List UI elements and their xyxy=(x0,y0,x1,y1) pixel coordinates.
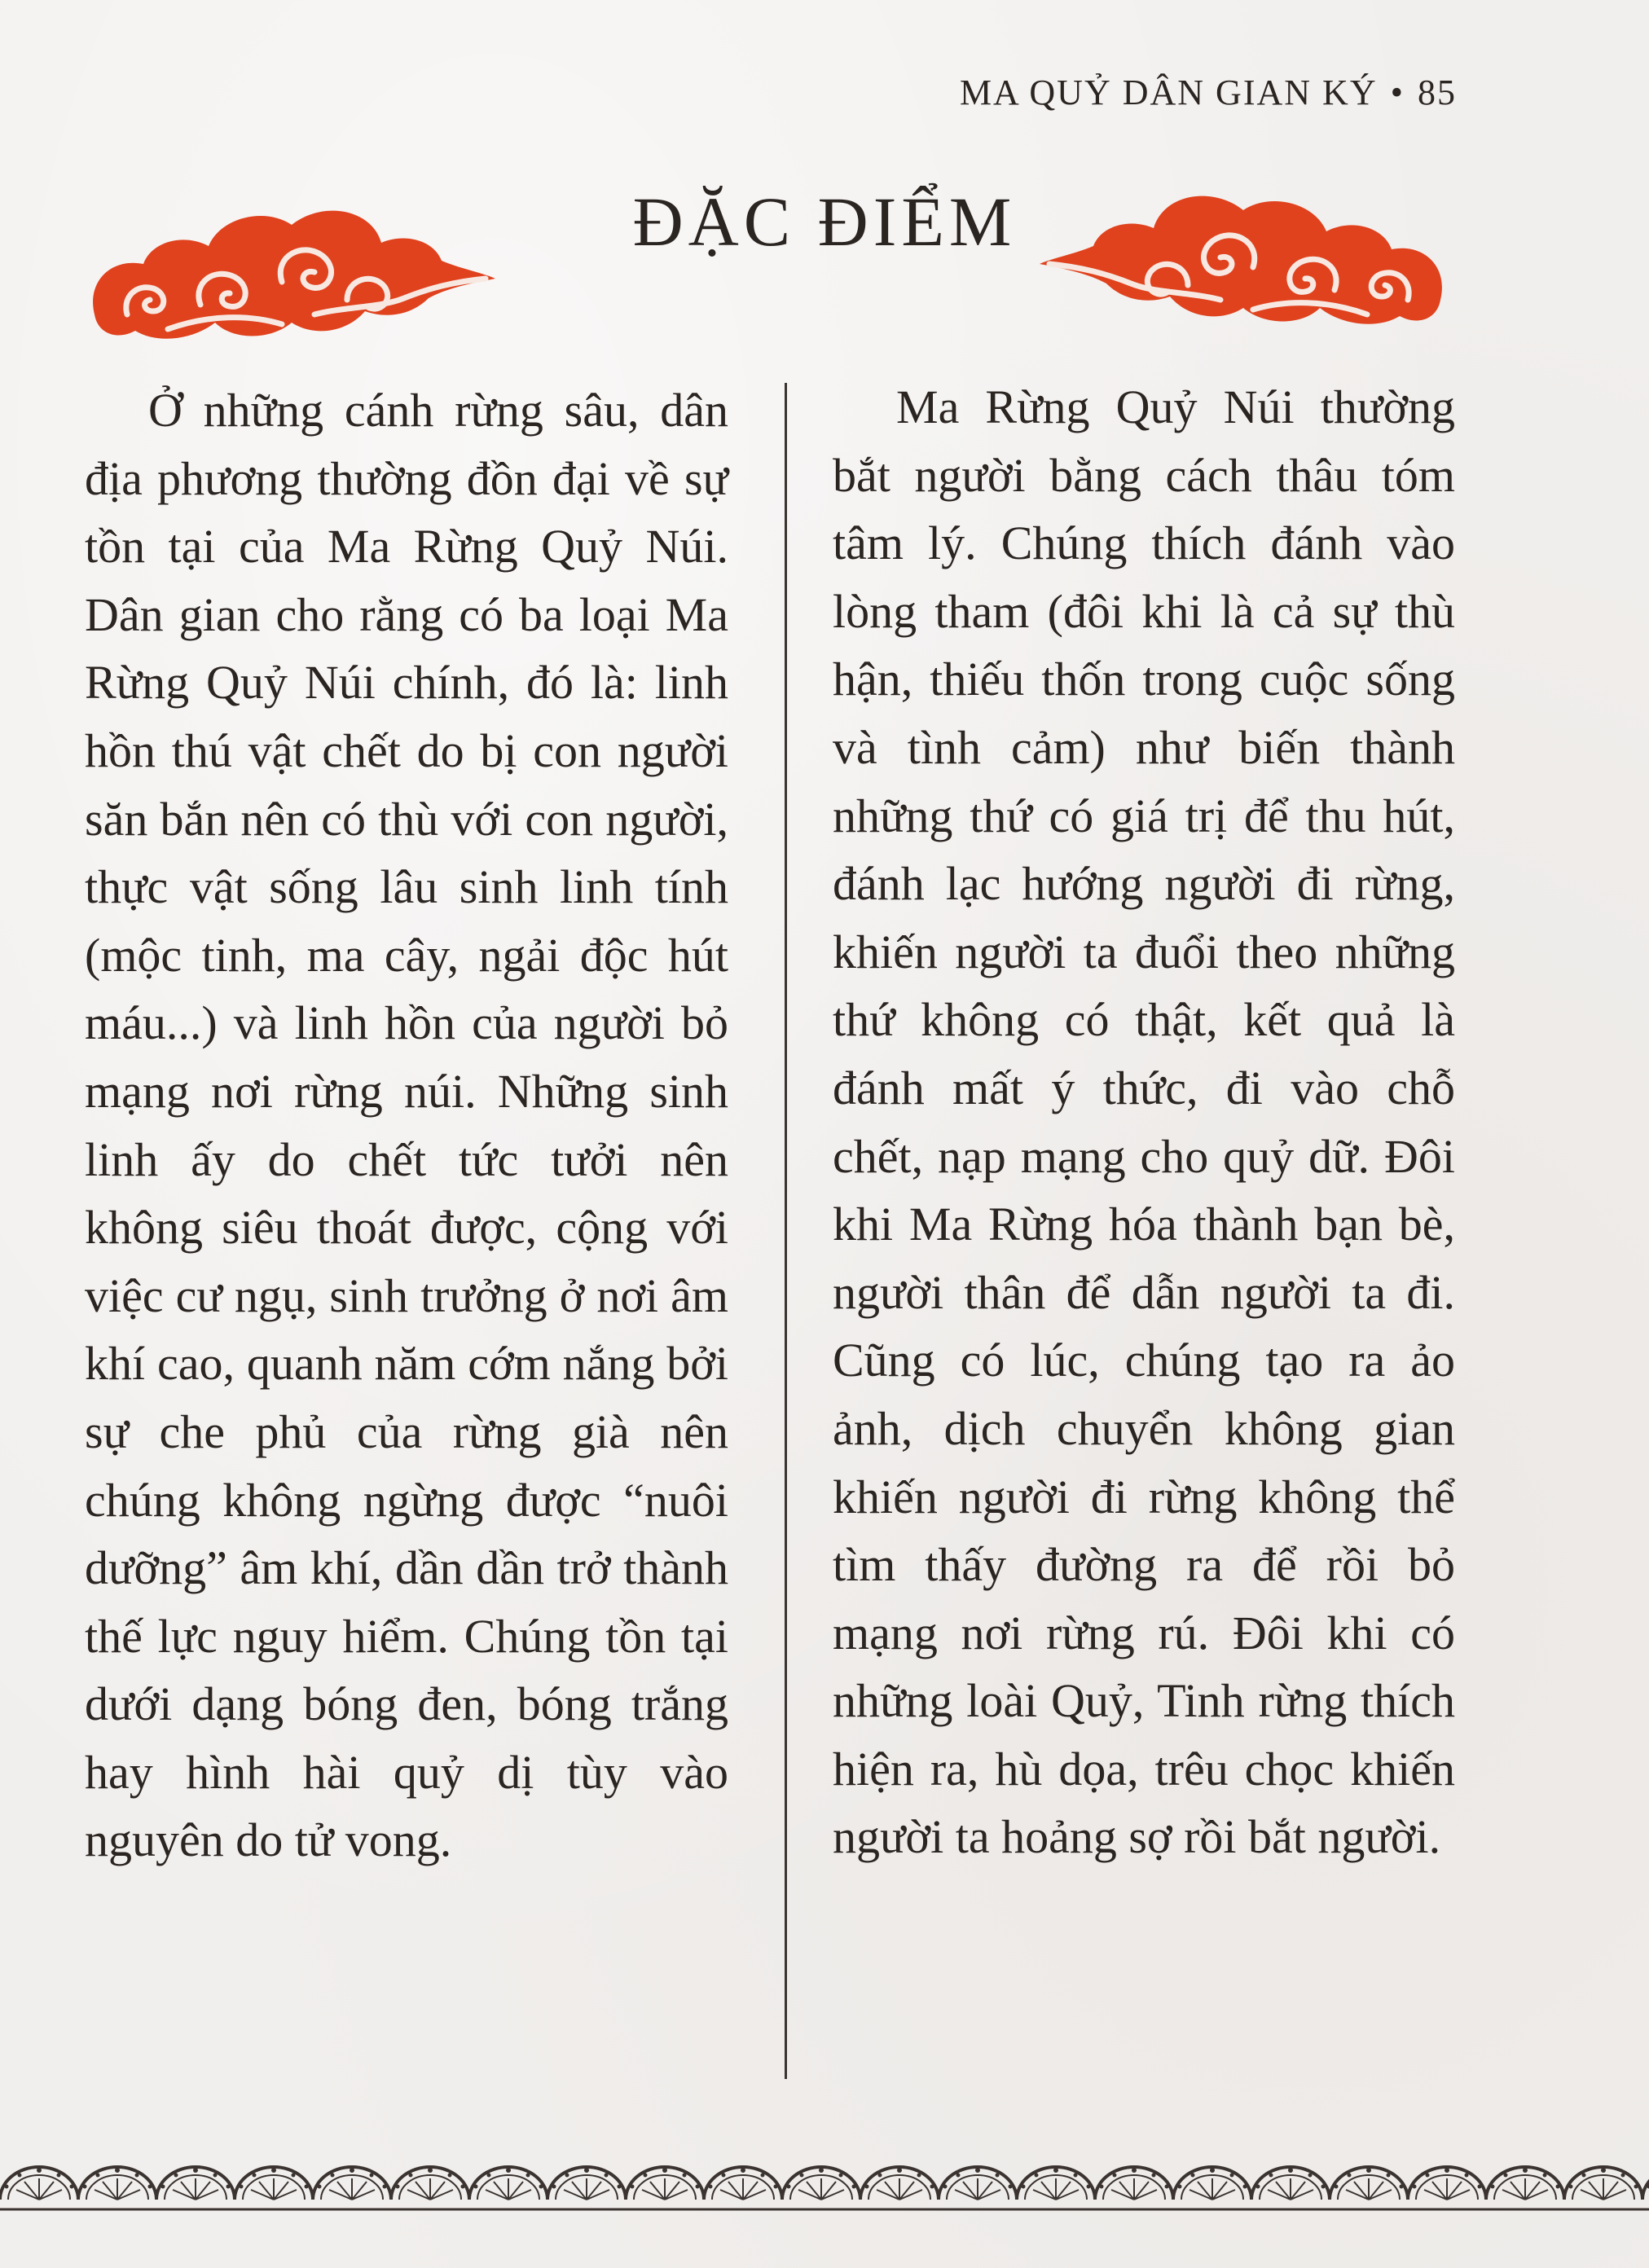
left-paragraph: Ở những cánh rừng sâu, dân địa phương thường đồn đại về sự tồn tại của Ma Rừng Quỷ Núi. Dân gian cho rằng có ba loại Ma Rừng Quỷ Núi chính, đó là: linh hồn thú vật chết do bị con người săn bắn nên có thù với con người, thực vật sống lâu sinh linh tính (mộc tinh, ma cây, ngải độc hút máu...) và linh hồn của người bỏ mạng nơi rừng núi. Những sinh linh ấy do chết tức tưởi nên không siêu thoát được, cộng với việc cư ngụ, sinh trưởng ở nơi âm khí cao, quanh năm cớm nắng bởi sự che phủ của rừng già nên chúng không ngừng được “nuôi dưỡng” âm khí, dần dần trở thành thế lực nguy hiểm. Chúng tồn tại dưới dạng bóng đen, bóng trắng hay hình hài quỷ dị tùy vào nguyên do tử vong. xyxy=(85,384,728,1867)
running-header xyxy=(960,72,1457,113)
cloud-ornament-right xyxy=(1033,178,1457,341)
right-paragraph: Ma Rừng Quỷ Núi thường bắt người bằng cách thâu tóm tâm lý. Chúng thích đánh vào lòng tham (đôi khi là cả sự thù hận, thiếu thốn trong cuộc sống và tình cảm) như biến thành những thứ có giá trị để thu hút, đánh lạc hướng người đi rừng, khiến người ta đuổi theo những thứ không có thật, kết quả là đánh mất ý thức, đi vào chỗ chết, nạp mạng cho quỷ dữ. Đôi khi Ma Rừng hóa thành bạn bè, người thân để dẫn người ta đi. Cũng có lúc, chúng tạo ra ảo ảnh, dịch chuyển không gian khiến người đi rừng không thể tìm thấy đường ra để rồi bỏ mạng nơi rừng rú. Đôi khi có những loài Quỷ, Tinh rừng thích hiện ra, hù dọa, trêu chọc khiến người ta hoảng sợ rồi bắt người. xyxy=(833,380,1455,1864)
header-separator: • xyxy=(1390,73,1405,112)
left-text-column xyxy=(85,376,728,1875)
page-number: 85 xyxy=(1418,73,1457,112)
running-title: MA QUỶ DÂN GIAN KÝ xyxy=(959,73,1378,112)
section-title: ĐẶC ĐIỂM xyxy=(632,182,1017,261)
column-divider xyxy=(785,383,787,2079)
right-text-column xyxy=(833,373,1455,1871)
decorative-bottom-border xyxy=(0,2159,1649,2268)
